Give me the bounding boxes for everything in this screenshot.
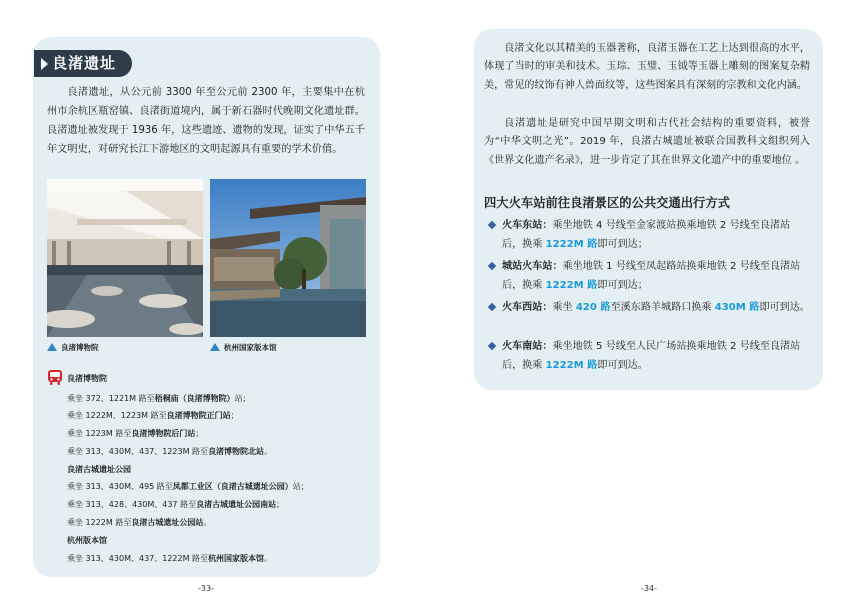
diamond-bullet-icon [488,303,496,311]
section-tag-liangzhu [34,50,132,77]
diamond-bullet-icon [488,262,496,270]
transit-line: 乘坐 1222M 路至良渚古城遗址公园站。 [67,518,212,527]
photo-hangzhou-archive [210,179,366,337]
section-title-left: 良渚遗址 [52,54,117,72]
transit-line: 乘坐 313、430M、437、1223M 路至良渚博物院北站。 [67,447,273,456]
route-item-south: 火车南站：乘坐地铁 5 号线至人民广场站换乘地铁 2 号线至良渚站后，换乘 1222M 路即可到达。 [484,337,810,375]
bus-icon [47,370,63,385]
diamond-bullet-icon [488,221,496,229]
page-number-right: -34- [641,584,657,593]
route-item-west: 火车西站：乘坐 420 路至溪东路羊城路口换乘 430M 路即可到达。 [484,298,810,317]
page-number-left: -33- [198,584,214,593]
route-item-city: 城站火车站：乘坐地铁 1 号线至凤起路站换乘地铁 2 号线至良渚站后，换乘 1222M 路即可到达； [484,257,810,295]
route-item-east: 火车东站：乘坐地铁 4 号线至金家渡站换乘地铁 2 号线至良渚站后，换乘 1222M 路即可到达； [484,216,810,254]
transit-line: 乘坐 1222M、1223M 路至良渚博物院正门站； [67,411,239,420]
transit-heading-archive: 杭州版本馆 [67,536,107,545]
transit-heading-museum: 良渚博物院 [67,374,107,383]
jade-paragraph: 良渚文化以其精美的玉器著称，良渚玉器在工艺上达到很高的水平，体现了当时的审美和技术。玉琮、玉璧、玉钺等玉器上雕刻的图案复杂精美，常见的纹饰有神人兽面纹等，这些图案具有深刻的宗教和文化内涵。 [484,43,810,91]
transit-heading-park: 良渚古城遗址公园 [67,465,131,474]
transit-line: 乘坐 313、428、430M、437 路至良渚古城遗址公园南站； [67,500,285,509]
photo-caption-archive: 杭州国家版本馆 [210,342,277,353]
play-arrow-icon [41,58,48,70]
transit-line: 乘坐 313、430M、437、1222M 路至杭州国家版本馆。 [67,554,273,563]
heritage-paragraph: 良渚遗址是研究中国早期文明和古代社会结构的重要资料，被誉为“中华文明之光”。2019 年，良渚古城遗址被联合国教科文组织列入《世界文化遗产名录》，进一步肯定了其在世界文化遗产中的重要地位 。 [484,118,810,166]
photo-caption-museum: 良渚博物院 [47,342,99,353]
transport-section-title: 四大火车站前往良渚景区的公共交通出行方式 [484,196,730,210]
transit-line: 乘坐 372、1221M 路至梧桐庙（良渚博物院）站； [67,394,251,403]
transit-line: 乘坐 1223M 路至良渚博物院后门站； [67,429,204,438]
triangle-icon [47,343,57,351]
intro-paragraph: 良渚遗址，从公元前 3300 年至公元前 2300 年，主要集中在杭州市余杭区瓶窑镇、良渚街道境内，属于新石器时代晚期文化遗址群。良渚遗址被发现于 1936 年，这些遗迹、遗物的发现，证实了中华五千年文明史，对研究长江下游地区的文明起源具有重要的学术价值。 [47,87,365,155]
diamond-bullet-icon [488,342,496,350]
transit-line: 乘坐 313、430M、495 路至凤都工业区（良渚古城遗址公园）站； [67,482,309,491]
triangle-icon [210,343,220,351]
photo-liangzhu-museum [47,179,203,337]
